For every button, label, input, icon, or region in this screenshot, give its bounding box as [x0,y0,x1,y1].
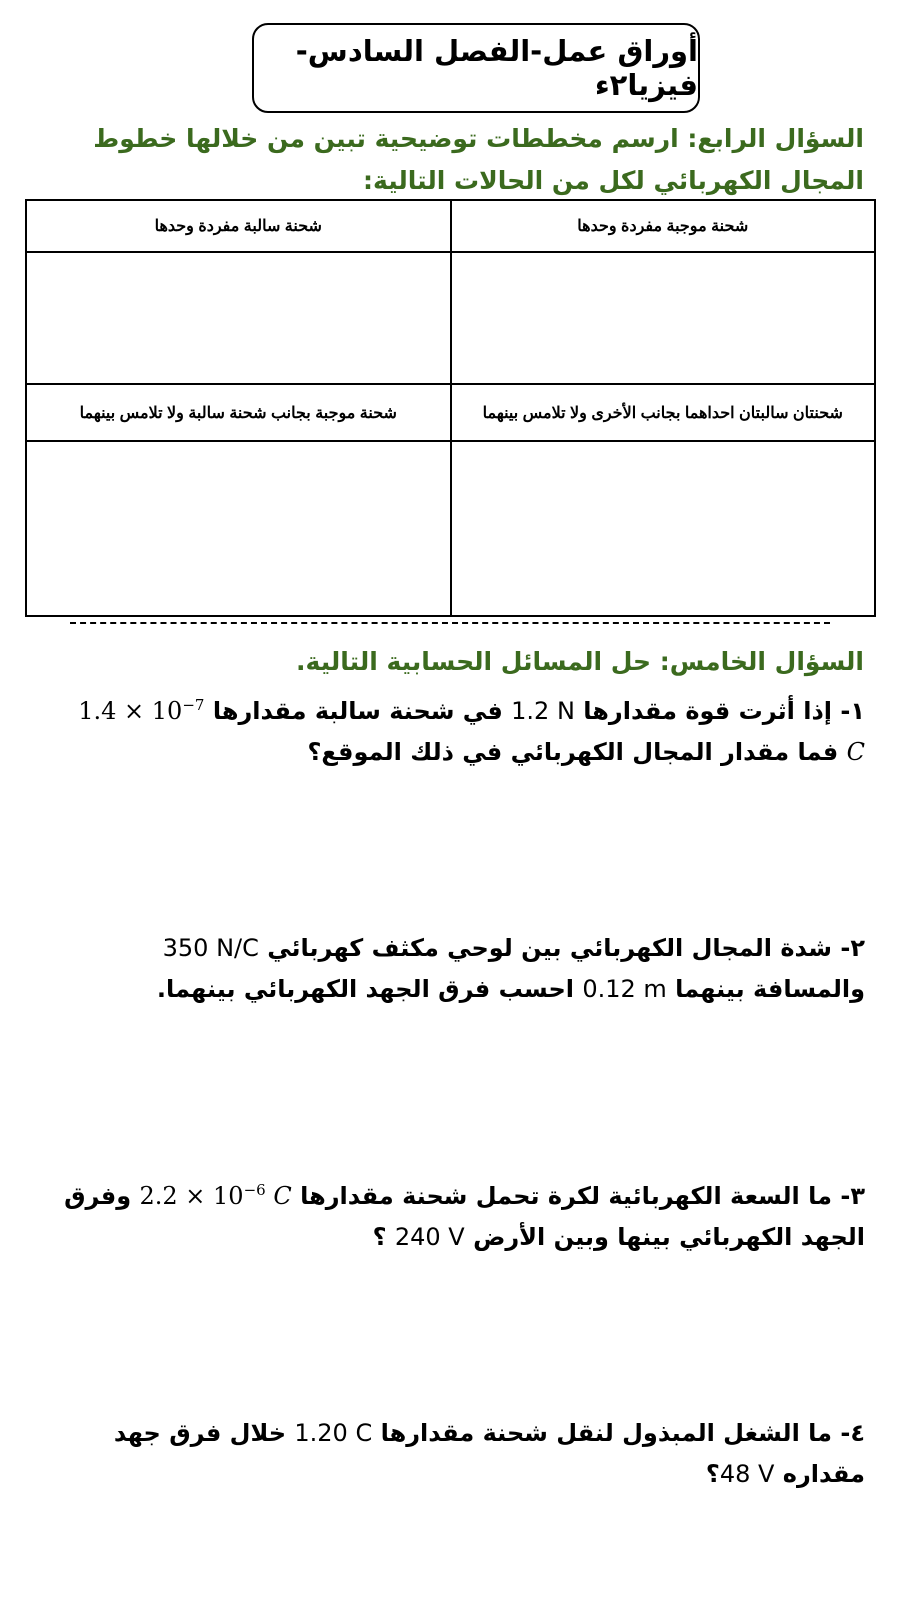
section-divider [70,622,830,624]
problem-2: ٢- شدة المجال الكهربائي بين لوحي مكثف كهربائي 350 N/C والمسافة بينهما 0.12 m احسب فرق الجهد الكهربائي بينهما. [156,934,865,1003]
problem-3: ٣- ما السعة الكهربائية لكرة تحمل شحنة مقدارها $2.2 \times 10^{-6}$ C وفرق الجهد الكهربائي بينها وبين الأرض 240 V ؟ [64,1181,865,1251]
charge-value: $1.4 \times 10^{-7}$ C [78,696,865,766]
drawing-area-positive-single [451,252,876,384]
charge-value: $2.2 \times 10^{-6}$ C [139,1181,292,1210]
question5-heading: السؤال الخامس: حل المسائل الحسابية التالية. [296,647,864,676]
problem-4: ٤- ما الشغل المبذول لنقل شحنة مقدارها 1.20 C خلال فرق جهد مقداره 48 V؟ [113,1419,865,1488]
diagram-table [25,199,876,617]
cell-positive-negative-label: شحنة موجبة بجانب شحنة سالبة ولا تلامس بينهما [26,384,451,441]
worksheet-title: أوراق عمل-الفصل السادس-فيزيا٢ء [252,23,700,113]
drawing-area-two-negatives [451,441,876,616]
problem-1: ١- إذا أثرت قوة مقدارها 1.2 N في شحنة سالبة مقدارها $1.4 \times 10^{-7}$ C فما مقدار المجال الكهربائي في ذلك الموقع؟ [78,696,865,766]
cell-positive-single-label: شحنة موجبة مفردة وحدها [451,200,876,252]
drawing-area-negative-single [26,252,451,384]
cell-two-negatives-label: شحنتان سالبتان احداهما بجانب الأخرى ولا تلامس بينهما [451,384,876,441]
question4-heading: السؤال الرابع: ارسم مخططات توضيحية تبين من خلالها خطوط المجال الكهربائي لكل من الحالات التالية: [93,124,864,195]
drawing-area-positive-negative [26,441,451,616]
cell-negative-single-label: شحنة سالبة مفردة وحدها [26,200,451,252]
